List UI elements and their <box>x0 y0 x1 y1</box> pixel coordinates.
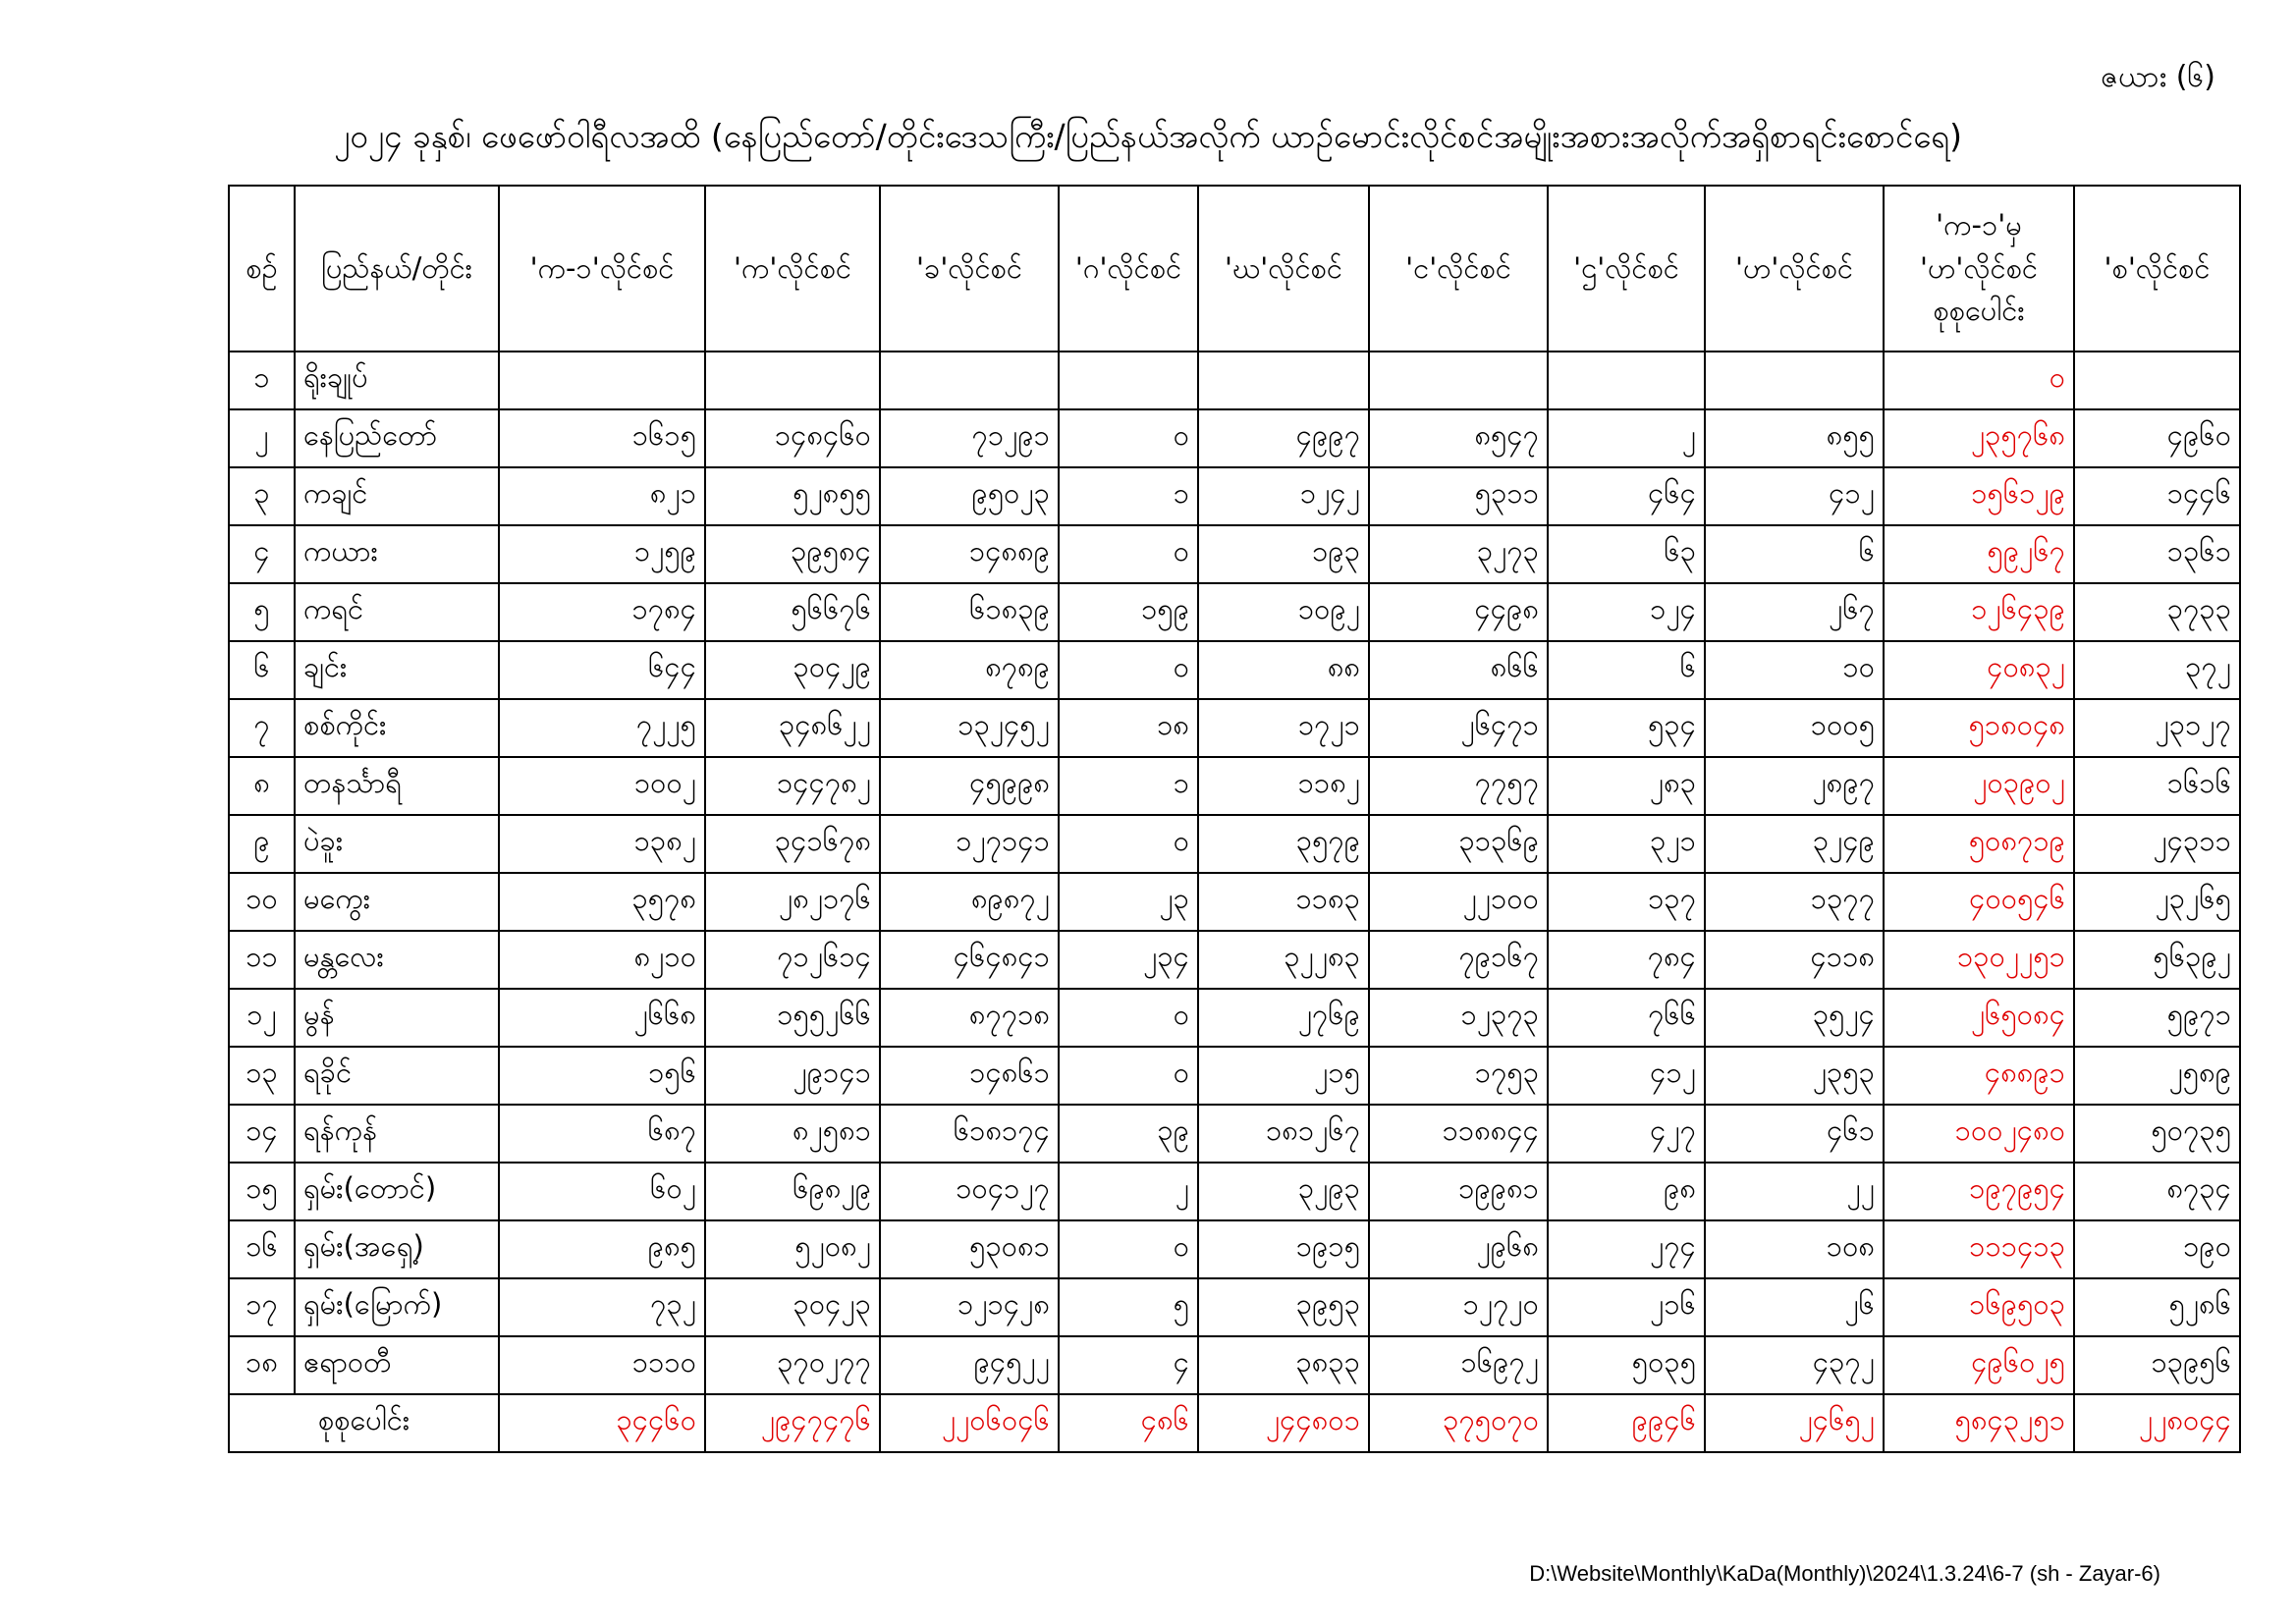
value-cell: ၁၁၁၀ <box>499 1336 705 1394</box>
value-cell: ၁၃၇ <box>1548 873 1705 931</box>
table-row <box>229 409 2240 467</box>
value-cell: ၂၃ <box>1059 873 1198 931</box>
region-cell: စစ်ကိုင်း <box>295 699 499 757</box>
value-cell: ၁၆၁၆ <box>2074 757 2240 815</box>
value-cell: ၃၉ <box>1059 1105 1198 1163</box>
value-cell: ၁၅၆ <box>499 1047 705 1105</box>
value-cell: ၁၉၀ <box>2074 1220 2240 1278</box>
value-cell: ၁၈ <box>1059 699 1198 757</box>
region-cell: ရှမ်း(အရှေ့) <box>295 1220 499 1278</box>
total-value-cell: ၂၂၀၆၀၄၆ <box>880 1394 1059 1452</box>
region-cell: ဧရာဝတီ <box>295 1336 499 1394</box>
value-cell: ၇၁၂၉၁ <box>880 409 1059 467</box>
row-total-cell: ၁၂၆၄၃၉ <box>1884 583 2074 641</box>
value-cell: ၂၃၄ <box>1059 931 1198 989</box>
serial-cell: ၁၀ <box>229 873 295 931</box>
value-cell: ၂၉၆၈ <box>1369 1220 1548 1278</box>
value-cell: ၄၅၉၉၈ <box>880 757 1059 815</box>
value-cell: ၁၀၉၂ <box>1198 583 1369 641</box>
value-cell: ၄၆၄၈၄၁ <box>880 931 1059 989</box>
value-cell: ၄၁၁၈ <box>1705 931 1884 989</box>
value-cell: ၃၅၂၄ <box>1705 989 1884 1047</box>
serial-cell: ၆ <box>229 641 295 699</box>
value-cell: ၁၁၈၈၄၄ <box>1369 1105 1548 1163</box>
table-row <box>229 1163 2240 1220</box>
value-cell: ၀ <box>1059 641 1198 699</box>
value-cell: ၅၃၄ <box>1548 699 1705 757</box>
value-cell: ၁၃၂၄၅၂ <box>880 699 1059 757</box>
value-cell: ၇၃၂ <box>499 1278 705 1336</box>
value-cell: ၁၄၄၆ <box>2074 467 2240 525</box>
value-cell: ၃၂၂၈၃ <box>1198 931 1369 989</box>
table-row <box>229 1105 2240 1163</box>
column-header: 'က-၁'လိုင်စင် <box>499 186 705 352</box>
table-row <box>229 1278 2240 1336</box>
row-total-cell: ၁၀၀၂၄၈၀ <box>1884 1105 2074 1163</box>
column-header: 'က'လိုင်စင် <box>705 186 880 352</box>
value-cell <box>2074 352 2240 409</box>
value-cell: ၄၆၄ <box>1548 467 1705 525</box>
value-cell: ၁၅၉ <box>1059 583 1198 641</box>
value-cell <box>1198 352 1369 409</box>
value-cell: ၂၈၃ <box>1548 757 1705 815</box>
value-cell: ၅၉၇၁ <box>2074 989 2240 1047</box>
row-total-cell: ၄၈၈၉၁ <box>1884 1047 2074 1105</box>
value-cell: ၁၇၂၁ <box>1198 699 1369 757</box>
value-cell: ၁၁၈၃ <box>1198 873 1369 931</box>
serial-cell: ၁ <box>229 352 295 409</box>
value-cell: ၃၄၈၆၂၂ <box>705 699 880 757</box>
value-cell: ၁ <box>1059 467 1198 525</box>
value-cell: ၈၅၄၇ <box>1369 409 1548 467</box>
value-cell: ၁၂၇၁၄၁ <box>880 815 1059 873</box>
value-cell: ၅၆၃၉၂ <box>2074 931 2240 989</box>
value-cell: ၅ <box>1059 1278 1198 1336</box>
table-row <box>229 467 2240 525</box>
row-total-cell: ၅၁၈၀၄၈ <box>1884 699 2074 757</box>
value-cell: ၈၉၈၇၂ <box>880 873 1059 931</box>
column-header: 'စ'လိုင်စင် <box>2074 186 2240 352</box>
value-cell: ၈၇၇၁၈ <box>880 989 1059 1047</box>
table-row <box>229 873 2240 931</box>
value-cell: ၈၂၁၀ <box>499 931 705 989</box>
value-cell: ၁၃၉၅၆ <box>2074 1336 2240 1394</box>
row-total-cell: ၂၀၃၉၀၂ <box>1884 757 2074 815</box>
table-body <box>229 352 2240 1452</box>
total-value-cell: ၅၈၄၃၂၅၁ <box>1884 1394 2074 1452</box>
value-cell: ၉၈၅ <box>499 1220 705 1278</box>
value-cell: ၄၁၂ <box>1548 1047 1705 1105</box>
total-value-cell: ၂၉၄၇၄၇၆ <box>705 1394 880 1452</box>
value-cell: ၂၃၅၃ <box>1705 1047 1884 1105</box>
region-cell: နေပြည်တော် <box>295 409 499 467</box>
region-cell: ကရင် <box>295 583 499 641</box>
value-cell <box>1705 352 1884 409</box>
column-header: 'ဟ'လိုင်စင် <box>1705 186 1884 352</box>
value-cell <box>1369 352 1548 409</box>
value-cell: ၁၉၃ <box>1198 525 1369 583</box>
value-cell: ၄၃၇၂ <box>1705 1336 1884 1394</box>
value-cell: ၁၄၈၆၁ <box>880 1047 1059 1105</box>
value-cell: ၈၇၈၉ <box>880 641 1059 699</box>
value-cell: ၁၆၉၇၂ <box>1369 1336 1548 1394</box>
value-cell: ၀ <box>1059 1220 1198 1278</box>
region-cell: ပဲခူး <box>295 815 499 873</box>
row-total-cell: ၁၅၆၁၂၉ <box>1884 467 2074 525</box>
value-cell: ၁၉၉၈၁ <box>1369 1163 1548 1220</box>
value-cell: ၇၆၆ <box>1548 989 1705 1047</box>
column-header: 'ဂ'လိုင်စင် <box>1059 186 1198 352</box>
value-cell: ၆၁၈၃၉ <box>880 583 1059 641</box>
value-cell: ၈၂၅၈၁ <box>705 1105 880 1163</box>
file-path-footer: D:\Website\Monthly\KaDa(Monthly)\2024\1.3.24\6-7 (sh - Zayar-6) <box>1529 1561 2160 1586</box>
value-cell: ၁၄၈၄၆၀ <box>705 409 880 467</box>
value-cell: ၁၁၈၂ <box>1198 757 1369 815</box>
value-cell: ၇၈၄ <box>1548 931 1705 989</box>
serial-cell: ၂ <box>229 409 295 467</box>
table-row <box>229 1336 2240 1394</box>
total-value-cell: ၂၄၆၅၂ <box>1705 1394 1884 1452</box>
value-cell: ၁၂၅၉ <box>499 525 705 583</box>
value-cell: ၁၂၃၇၃ <box>1369 989 1548 1047</box>
column-header: 'င'လိုင်စင် <box>1369 186 1548 352</box>
value-cell <box>1059 352 1198 409</box>
value-cell: ၃၅၇၉ <box>1198 815 1369 873</box>
value-cell: ၁၀ <box>1705 641 1884 699</box>
value-cell <box>499 352 705 409</box>
total-value-cell: ၃၇၅၀၇၀ <box>1369 1394 1548 1452</box>
serial-cell: ၄ <box>229 525 295 583</box>
value-cell <box>1548 352 1705 409</box>
value-cell: ၃၇၀၂၇၇ <box>705 1336 880 1394</box>
value-cell <box>705 352 880 409</box>
value-cell: ၉၅၀၂၃ <box>880 467 1059 525</box>
serial-cell: ၁၂ <box>229 989 295 1047</box>
column-header: စဉ် <box>229 186 295 352</box>
value-cell: ၃၂၁ <box>1548 815 1705 873</box>
table-row <box>229 1220 2240 1278</box>
value-cell: ၃၄၁၆၇၈ <box>705 815 880 873</box>
value-cell: ၈၈ <box>1198 641 1369 699</box>
value-cell: ၅၃၀၈၁ <box>880 1220 1059 1278</box>
value-cell: ၅၂၀၈၂ <box>705 1220 880 1278</box>
serial-cell: ၁၇ <box>229 1278 295 1336</box>
total-value-cell: ၃၄၄၆၀ <box>499 1394 705 1452</box>
value-cell: ၃၂၇၃ <box>1369 525 1548 583</box>
total-value-cell: ၂၄၄၈၀၁ <box>1198 1394 1369 1452</box>
value-cell: ၁၀၀၅ <box>1705 699 1884 757</box>
row-total-cell: ၂၆၅၀၈၄ <box>1884 989 2074 1047</box>
serial-cell: ၁၁ <box>229 931 295 989</box>
value-cell: ၅၂၈၆ <box>2074 1278 2240 1336</box>
serial-cell: ၈ <box>229 757 295 815</box>
region-cell: ရှမ်း(မြောက်) <box>295 1278 499 1336</box>
value-cell: ၂၅၈၉ <box>2074 1047 2240 1105</box>
serial-cell: ၉ <box>229 815 295 873</box>
region-cell: ရခိုင် <box>295 1047 499 1105</box>
region-cell: ရိုးချုပ် <box>295 352 499 409</box>
value-cell: ၈၅၅ <box>1705 409 1884 467</box>
total-label: စုစုပေါင်း <box>229 1394 499 1452</box>
table-row <box>229 1047 2240 1105</box>
value-cell: ၄၄၉၈ <box>1369 583 1548 641</box>
value-cell: ၆၁၈၁၇၄ <box>880 1105 1059 1163</box>
region-cell: မကွေး <box>295 873 499 931</box>
column-header: 'ခ'လိုင်စင် <box>880 186 1059 352</box>
row-total-cell: ၅၀၈၇၁၉ <box>1884 815 2074 873</box>
value-cell: ၄ <box>1059 1336 1198 1394</box>
column-header: 'က-၁'မှ 'ဟ'လိုင်စင် စုစုပေါင်း <box>1884 186 2074 352</box>
value-cell: ၃၀၄၂၉ <box>705 641 880 699</box>
value-cell: ၃၁၃၆၉ <box>1369 815 1548 873</box>
serial-cell: ၁၄ <box>229 1105 295 1163</box>
value-cell: ၀ <box>1059 989 1198 1047</box>
value-cell: ၁၂၇၂၀ <box>1369 1278 1548 1336</box>
value-cell: ၁၈၁၂၆၇ <box>1198 1105 1369 1163</box>
value-cell: ၂၄၃၁၁ <box>2074 815 2240 873</box>
table-row <box>229 699 2240 757</box>
total-value-cell: ၄၈၆ <box>1059 1394 1198 1452</box>
value-cell: ၂၇၄ <box>1548 1220 1705 1278</box>
value-cell: ၁၂၁၄၂၈ <box>880 1278 1059 1336</box>
value-cell: ၇၁၂၆၁၄ <box>705 931 880 989</box>
value-cell: ၉၈ <box>1548 1163 1705 1220</box>
total-value-cell: ၂၂၈၀၄၄ <box>2074 1394 2240 1452</box>
value-cell: ၄၆၁ <box>1705 1105 1884 1163</box>
serial-cell: ၁၆ <box>229 1220 295 1278</box>
value-cell: ၃၀၄၂၃ <box>705 1278 880 1336</box>
region-cell: ရန်ကုန် <box>295 1105 499 1163</box>
license-table <box>228 185 2241 1453</box>
value-cell: ၁၅၅၂၆၆ <box>705 989 880 1047</box>
value-cell: ၂၆၆၈ <box>499 989 705 1047</box>
value-cell <box>880 352 1059 409</box>
row-total-cell: ၄၀၈၃၂ <box>1884 641 2074 699</box>
value-cell: ၂၆၄၇၁ <box>1369 699 1548 757</box>
page-label: ဇယား (၆) <box>2101 60 2215 94</box>
value-cell: ၆ <box>1705 525 1884 583</box>
value-cell: ၁၀၀၂ <box>499 757 705 815</box>
value-cell: ၂ <box>1548 409 1705 467</box>
serial-cell: ၇ <box>229 699 295 757</box>
value-cell: ၆၈၇ <box>499 1105 705 1163</box>
value-cell: ၁၂၄ <box>1548 583 1705 641</box>
value-cell: ၂၈၂၁၇၆ <box>705 873 880 931</box>
value-cell: ၁၀၄၁၂၇ <box>880 1163 1059 1220</box>
header-row <box>229 186 2240 352</box>
value-cell: ၂ <box>1059 1163 1198 1220</box>
value-cell: ၀ <box>1059 409 1198 467</box>
value-cell: ၁၇၈၄ <box>499 583 705 641</box>
table-row <box>229 815 2240 873</box>
region-cell: မန္တလေး <box>295 931 499 989</box>
value-cell: ၂၁၅ <box>1198 1047 1369 1105</box>
row-total-cell: ၄၀၀၅၄၆ <box>1884 873 2074 931</box>
value-cell: ၀ <box>1059 525 1198 583</box>
value-cell: ၂၂ <box>1705 1163 1884 1220</box>
serial-cell: ၁၅ <box>229 1163 295 1220</box>
value-cell: ၆၃ <box>1548 525 1705 583</box>
row-total-cell: ၂၃၅၇၆၈ <box>1884 409 2074 467</box>
value-cell: ၃၅၇၈ <box>499 873 705 931</box>
value-cell: ၇၇၅၇ <box>1369 757 1548 815</box>
value-cell: ၁၇၅၃ <box>1369 1047 1548 1105</box>
value-cell: ၃၇၃၃ <box>2074 583 2240 641</box>
row-total-cell: ၄၉၆၀၂၅ <box>1884 1336 2074 1394</box>
serial-cell: ၅ <box>229 583 295 641</box>
value-cell: ၅၆၆၇၆ <box>705 583 880 641</box>
value-cell: ၁ <box>1059 757 1198 815</box>
value-cell: ၇၂၂၅ <box>499 699 705 757</box>
serial-cell: ၁၃ <box>229 1047 295 1105</box>
serial-cell: ၃ <box>229 467 295 525</box>
total-row <box>229 1394 2240 1452</box>
value-cell: ၅၀၇၃၅ <box>2074 1105 2240 1163</box>
region-cell: ချင်း <box>295 641 499 699</box>
value-cell: ၆၄၄ <box>499 641 705 699</box>
value-cell: ၃၇၂ <box>2074 641 2240 699</box>
serial-cell: ၁၈ <box>229 1336 295 1394</box>
value-cell: ၂၆ <box>1705 1278 1884 1336</box>
column-header: 'ဃ'လိုင်စင် <box>1198 186 1369 352</box>
value-cell: ၆၉၈၂၉ <box>705 1163 880 1220</box>
value-cell: ၀ <box>1059 1047 1198 1105</box>
value-cell: ၁၃၈၂ <box>499 815 705 873</box>
value-cell: ၁၉၁၅ <box>1198 1220 1369 1278</box>
value-cell: ၅၀၃၅ <box>1548 1336 1705 1394</box>
table-row <box>229 989 2240 1047</box>
row-total-cell: ၁၆၉၅၀၃ <box>1884 1278 2074 1336</box>
value-cell: ၂၁၆ <box>1548 1278 1705 1336</box>
value-cell: ၄၁၂ <box>1705 467 1884 525</box>
table-row <box>229 525 2240 583</box>
table-row <box>229 583 2240 641</box>
row-total-cell: ၁၉၇၉၅၄ <box>1884 1163 2074 1220</box>
value-cell: ၂၉၁၄၁ <box>705 1047 880 1105</box>
row-total-cell: ၀ <box>1884 352 2074 409</box>
table-row <box>229 931 2240 989</box>
value-cell: ၈၇၃၄ <box>2074 1163 2240 1220</box>
value-cell: ၂၇၆၉ <box>1198 989 1369 1047</box>
value-cell: ၁၃၆၁ <box>2074 525 2240 583</box>
table-row <box>229 641 2240 699</box>
total-value-cell: ၉၉၄၆ <box>1548 1394 1705 1452</box>
value-cell: ၃၉၅၈၄ <box>705 525 880 583</box>
row-total-cell: ၅၉၂၆၇ <box>1884 525 2074 583</box>
value-cell: ၄၉၉၇ <box>1198 409 1369 467</box>
region-cell: ကချင် <box>295 467 499 525</box>
value-cell: ၅၃၁၁ <box>1369 467 1548 525</box>
value-cell: ၇၉၁၆၇ <box>1369 931 1548 989</box>
column-header: ပြည်နယ်/တိုင်း <box>295 186 499 352</box>
value-cell: ၃၉၅၃ <box>1198 1278 1369 1336</box>
region-cell: မွန် <box>295 989 499 1047</box>
value-cell: ၂၈၉၇ <box>1705 757 1884 815</box>
region-cell: ရှမ်း(တောင်) <box>295 1163 499 1220</box>
value-cell: ၀ <box>1059 815 1198 873</box>
value-cell: ၁၃၇၇ <box>1705 873 1884 931</box>
value-cell: ၂၂၁၀၀ <box>1369 873 1548 931</box>
value-cell: ၁၄၈၈၉ <box>880 525 1059 583</box>
value-cell: ၄၂၇ <box>1548 1105 1705 1163</box>
value-cell: ၆၀၂ <box>499 1163 705 1220</box>
value-cell: ၁၄၄၇၈၂ <box>705 757 880 815</box>
page-title: ၂၀၂၄ ခုနှစ်၊ ဖေဖော်ဝါရီလအထိ (နေပြည်တော်/တိုင်းဒေသကြီး/ပြည်နယ်အလိုက် ယာဉ်မောင်းလိုင်စင်အမျိုးအစားအလိုက်အရှိစာရင်းစောင်ရေ) <box>334 117 1962 155</box>
value-cell: ၃၈၃၃ <box>1198 1336 1369 1394</box>
row-total-cell: ၁၃၀၂၂၅၁ <box>1884 931 2074 989</box>
value-cell: ၃၂၄၉ <box>1705 815 1884 873</box>
value-cell: ၂၃၁၂၇ <box>2074 699 2240 757</box>
row-total-cell: ၁၁၁၄၁၃ <box>1884 1220 2074 1278</box>
value-cell: ၃၂၉၃ <box>1198 1163 1369 1220</box>
value-cell: ၂၆၇ <box>1705 583 1884 641</box>
region-cell: တနင်္သာရီ <box>295 757 499 815</box>
column-header: 'ဌ'လိုင်စင် <box>1548 186 1705 352</box>
table-row <box>229 757 2240 815</box>
region-cell: ကယား <box>295 525 499 583</box>
value-cell: ၅၂၈၅၅ <box>705 467 880 525</box>
table-row <box>229 352 2240 409</box>
value-cell: ၄၉၆၀ <box>2074 409 2240 467</box>
value-cell: ၁၀၈ <box>1705 1220 1884 1278</box>
value-cell: ၁၂၄၂ <box>1198 467 1369 525</box>
value-cell: ၂၃၂၆၅ <box>2074 873 2240 931</box>
value-cell: ၁၆၁၅ <box>499 409 705 467</box>
value-cell: ၈၆၆ <box>1369 641 1548 699</box>
value-cell: ၉၄၅၂၂ <box>880 1336 1059 1394</box>
value-cell: ၈၂၁ <box>499 467 705 525</box>
value-cell: ၆ <box>1548 641 1705 699</box>
